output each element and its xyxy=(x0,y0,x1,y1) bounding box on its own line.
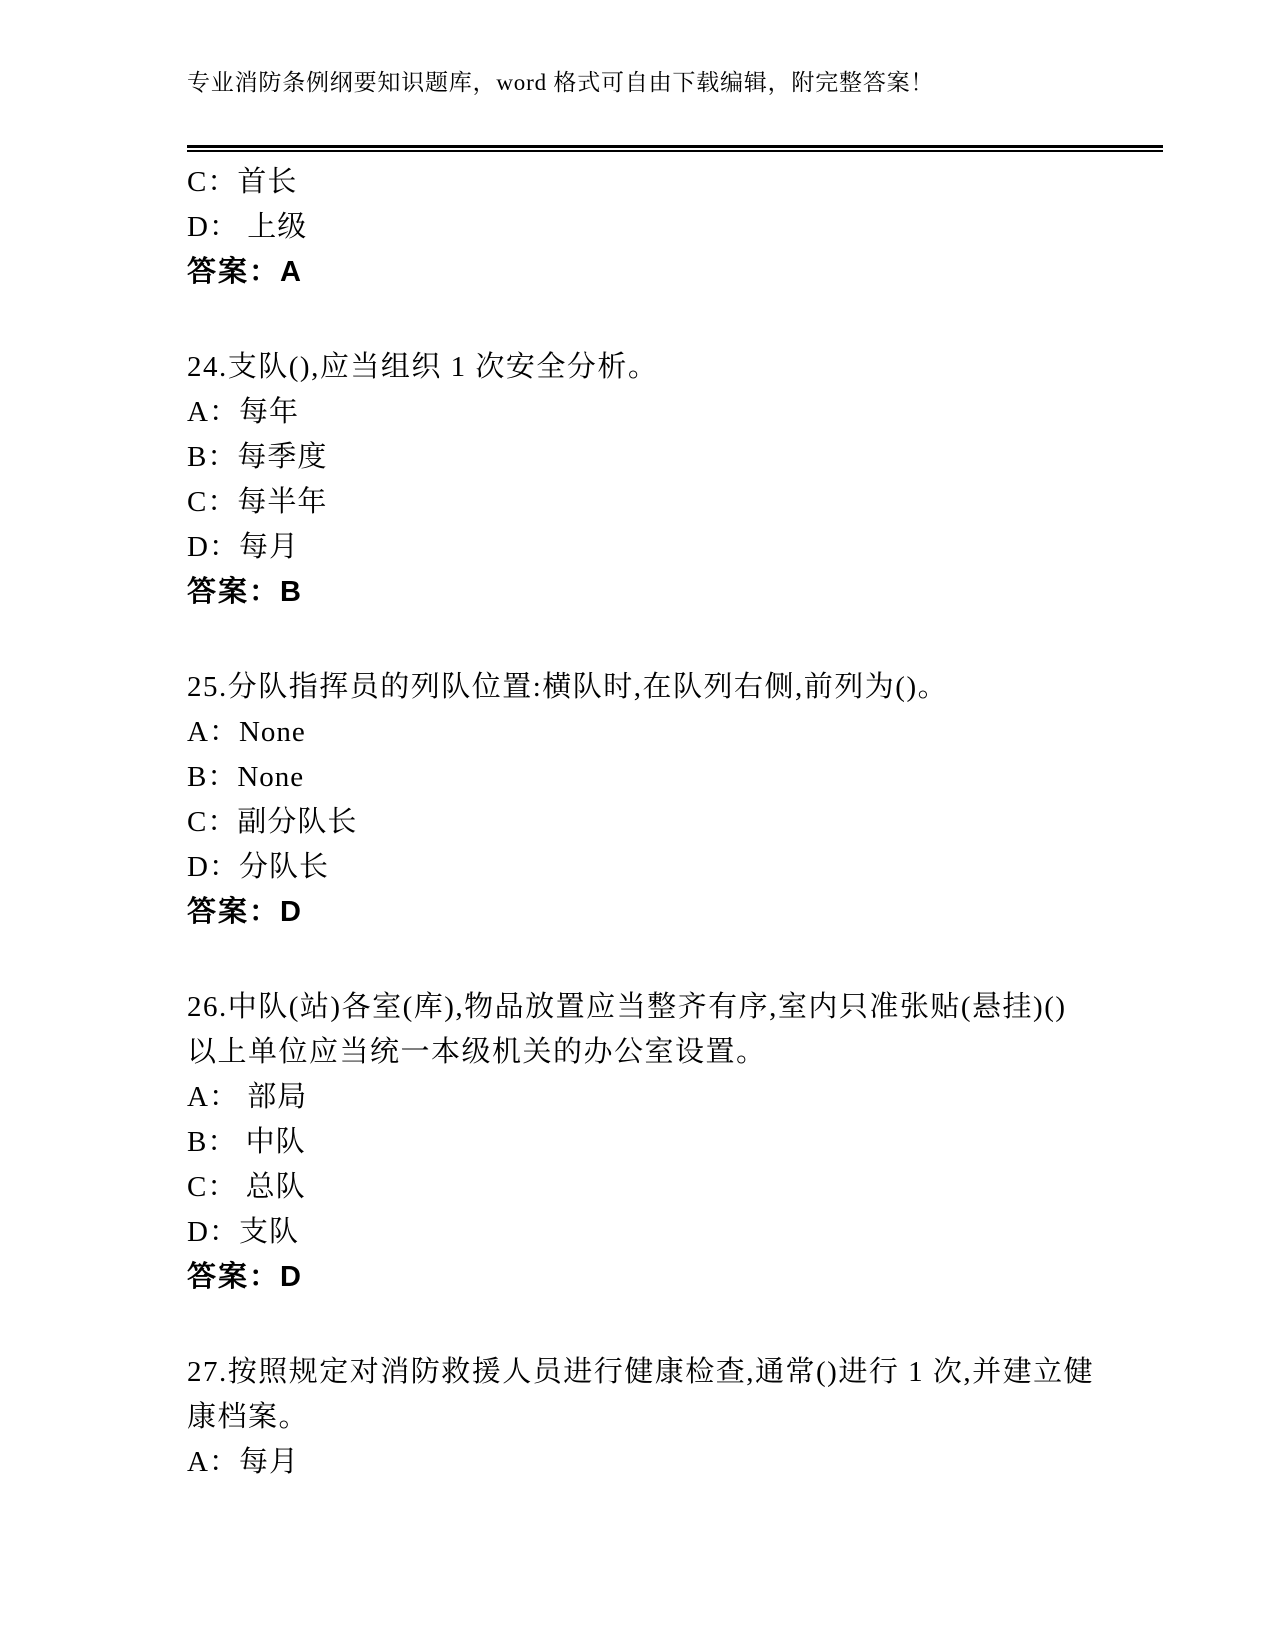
option-line-d: D：分队长 xyxy=(187,851,329,883)
option-line-c: C：首长 xyxy=(187,166,298,198)
question-block-26 xyxy=(187,985,1112,1300)
answer-label: 答案： xyxy=(187,576,281,608)
answer-value: D xyxy=(280,896,303,928)
option-line-d: D： 上级 xyxy=(187,211,308,243)
question-text-line-2: 以上单位应当统一本级机关的办公室设置。 xyxy=(187,1036,767,1068)
answer-line xyxy=(187,890,1112,935)
document-content xyxy=(187,160,1112,1485)
question-block-23-tail xyxy=(187,160,1112,295)
answer-line xyxy=(187,1255,1112,1300)
option-line-d: D：每月 xyxy=(187,531,299,563)
option-line-b: B：None xyxy=(187,761,305,793)
answer-line xyxy=(187,250,1112,295)
question-block-24 xyxy=(187,345,1112,615)
answer-value: B xyxy=(280,576,303,608)
option-line-a: A：每年 xyxy=(187,396,299,428)
question-text-line: 25.分队指挥员的列队位置:横队时,在队列右侧,前列为()。 xyxy=(187,671,949,703)
option-line-d: D：支队 xyxy=(187,1216,299,1248)
question-block-27 xyxy=(187,1350,1112,1485)
answer-label: 答案： xyxy=(187,1261,281,1293)
question-text-line-2: 康档案。 xyxy=(187,1401,310,1433)
answer-value: A xyxy=(280,256,303,288)
option-line-b: B：每季度 xyxy=(187,441,328,473)
option-line-c: C：每半年 xyxy=(187,486,328,518)
option-line-b: B： 中队 xyxy=(187,1126,306,1158)
question-text-line-1: 26.中队(站)各室(库),物品放置应当整齐有序,室内只准张贴(悬挂)() xyxy=(187,991,1067,1023)
option-line-a: A： 部局 xyxy=(187,1081,308,1113)
option-line-c: C：副分队长 xyxy=(187,806,358,838)
question-text-line: 24.支队(),应当组织 1 次安全分析。 xyxy=(187,351,659,383)
option-line-a: A：None xyxy=(187,716,306,748)
page-header-title: 专业消防条例纲要知识题库，word 格式可自由下载编辑，附完整答案！ xyxy=(187,70,935,95)
question-block-25 xyxy=(187,665,1112,935)
header-double-rule xyxy=(187,145,1163,152)
answer-label: 答案： xyxy=(187,896,281,928)
option-line-c: C： 总队 xyxy=(187,1171,306,1203)
answer-label: 答案： xyxy=(187,256,281,288)
option-line-a: A：每月 xyxy=(187,1446,299,1478)
question-text-line-1: 27.按照规定对消防救援人员进行健康检查,通常()进行 1 次,并建立健 xyxy=(187,1356,1095,1388)
answer-line xyxy=(187,570,1112,615)
answer-value: D xyxy=(280,1261,303,1293)
